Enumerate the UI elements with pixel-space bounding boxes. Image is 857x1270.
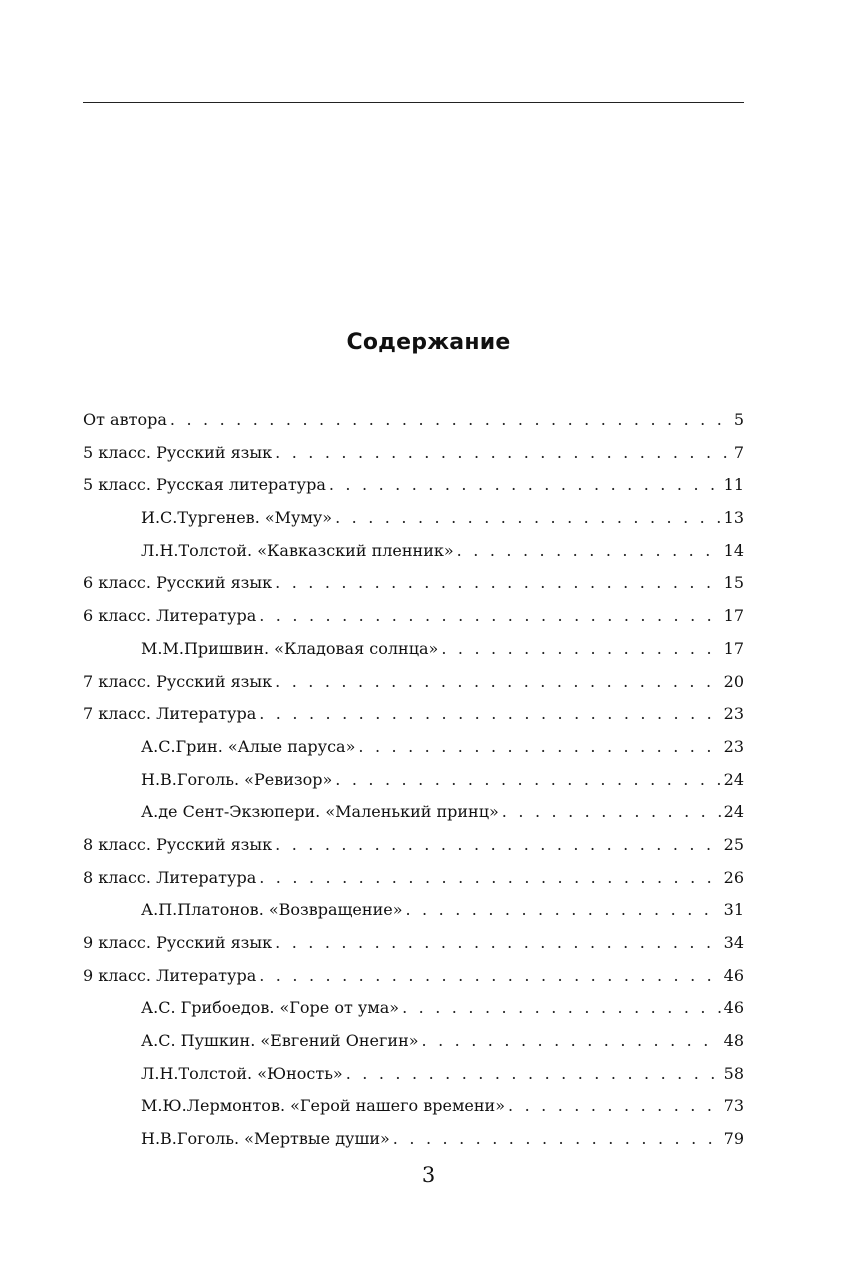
toc-subentry[interactable] <box>83 1123 744 1156</box>
toc-entry[interactable] <box>83 600 744 633</box>
toc-entry-page: 26 <box>723 867 744 887</box>
dot-leader <box>441 633 720 666</box>
toc-entry-label: 9 класс. Литература <box>83 965 257 985</box>
dot-leader <box>508 1090 721 1123</box>
toc-entry-page: 24 <box>723 802 744 822</box>
table-of-contents <box>83 404 744 1156</box>
toc-subentry[interactable] <box>83 1025 744 1058</box>
toc-entry-label: Л.Н.Толстой. «Юность» <box>141 1063 343 1083</box>
dot-leader <box>275 437 731 470</box>
dot-leader <box>170 404 731 437</box>
toc-subentry[interactable] <box>83 1090 744 1123</box>
dot-leader <box>358 731 720 764</box>
toc-entry-label: 6 класс. Литература <box>83 606 257 626</box>
toc-entry-page: 20 <box>723 671 744 691</box>
toc-entry-label: 7 класс. Русский язык <box>83 671 273 691</box>
toc-subentry[interactable] <box>83 764 744 797</box>
dot-leader <box>457 535 721 568</box>
toc-entry-label: А.де Сент-Экзюпери. «Маленький принц» <box>141 802 499 822</box>
page-number: 3 <box>421 1163 436 1187</box>
dot-leader <box>259 600 720 633</box>
toc-subentry[interactable] <box>83 633 744 666</box>
toc-entry-page: 7 <box>733 442 744 462</box>
toc-entry-page: 25 <box>723 834 744 854</box>
toc-entry[interactable] <box>83 960 744 993</box>
toc-subentry[interactable] <box>83 535 744 568</box>
toc-entry-page: 17 <box>723 638 744 658</box>
toc-entry-label: 9 класс. Русский язык <box>83 933 273 952</box>
dot-leader <box>259 698 720 731</box>
dot-leader <box>405 894 720 927</box>
dot-leader <box>346 1058 721 1091</box>
dot-leader <box>335 502 721 535</box>
toc-entry-label: А.С.Грин. «Алые паруса» <box>141 736 356 756</box>
toc-entry-label: А.С. Грибоедов. «Горе от ума» <box>141 998 400 1018</box>
toc-entry-label: 8 класс. Литература <box>83 867 257 887</box>
toc-entry-label: М.Ю.Лермонтов. «Герой нашего времени» <box>141 1096 505 1116</box>
dot-leader <box>275 666 721 699</box>
toc-entry-label: 7 класс. Литература <box>83 704 257 724</box>
toc-entry-page: 17 <box>723 606 744 626</box>
toc-entry-page: 24 <box>723 769 744 789</box>
toc-entry-label: Л.Н.Толстой. «Кавказский пленник» <box>141 540 454 560</box>
toc-entry-page: 46 <box>723 965 744 985</box>
toc-entry-page: 14 <box>723 540 744 560</box>
toc-entry-page: 31 <box>723 900 744 920</box>
toc-subentry[interactable] <box>83 1058 744 1091</box>
dot-leader <box>502 796 721 829</box>
toc-entry[interactable] <box>83 437 744 470</box>
toc-entry-page: 79 <box>723 1129 744 1149</box>
toc-entry[interactable] <box>83 404 744 437</box>
toc-entry-page: 48 <box>723 1031 744 1051</box>
toc-entry-page: 58 <box>723 1063 744 1083</box>
toc-entry[interactable] <box>83 927 744 960</box>
toc-subentry[interactable] <box>83 796 744 829</box>
dot-leader <box>422 1025 721 1058</box>
toc-subentry[interactable] <box>83 731 744 764</box>
dot-leader <box>275 927 721 960</box>
dot-leader <box>402 992 721 1025</box>
toc-entry-page: 5 <box>733 410 744 429</box>
toc-entry[interactable] <box>83 862 744 895</box>
toc-entry[interactable] <box>83 469 744 502</box>
top-rule <box>83 102 744 103</box>
toc-entry-label: 5 класс. Русская литература <box>83 475 326 495</box>
toc-entry-label: Н.В.Гоголь. «Мертвые души» <box>141 1129 390 1149</box>
toc-entry-label: 5 класс. Русский язык <box>83 442 273 462</box>
toc-entry[interactable] <box>83 567 744 600</box>
toc-entry-label: А.П.Платонов. «Возвращение» <box>141 900 403 920</box>
toc-entry-page: 73 <box>723 1096 744 1116</box>
toc-entry[interactable] <box>83 829 744 862</box>
dot-leader <box>335 764 720 797</box>
dot-leader <box>393 1123 721 1156</box>
toc-entry-page: 11 <box>723 475 744 495</box>
toc-entry-page: 46 <box>723 998 744 1018</box>
toc-entry[interactable] <box>83 666 744 699</box>
dot-leader <box>275 567 721 600</box>
toc-entry-label: Н.В.Гоголь. «Ревизор» <box>141 769 333 789</box>
toc-entry-page: 34 <box>723 933 744 952</box>
dot-leader <box>275 829 721 862</box>
dot-leader <box>329 469 721 502</box>
toc-entry-label: А.С. Пушкин. «Евгений Онегин» <box>141 1031 419 1051</box>
toc-subentry[interactable] <box>83 894 744 927</box>
toc-entry-page: 23 <box>723 736 744 756</box>
toc-entry-label: И.С.Тургенев. «Муму» <box>141 508 333 528</box>
toc-entry-label: 8 класс. Русский язык <box>83 834 273 854</box>
dot-leader <box>259 960 720 993</box>
toc-subentry[interactable] <box>83 502 744 535</box>
toc-entry-page: 13 <box>723 508 744 528</box>
toc-subentry[interactable] <box>83 992 744 1025</box>
toc-entry-page: 15 <box>723 573 744 593</box>
toc-entry[interactable] <box>83 698 744 731</box>
toc-entry-page: 23 <box>723 704 744 724</box>
dot-leader <box>259 862 720 895</box>
toc-entry-label: М.М.Пришвин. «Кладовая солнца» <box>141 638 439 658</box>
toc-entry-label: От автора <box>83 410 167 429</box>
page-title: Содержание <box>346 330 511 355</box>
toc-entry-label: 6 класс. Русский язык <box>83 573 273 593</box>
